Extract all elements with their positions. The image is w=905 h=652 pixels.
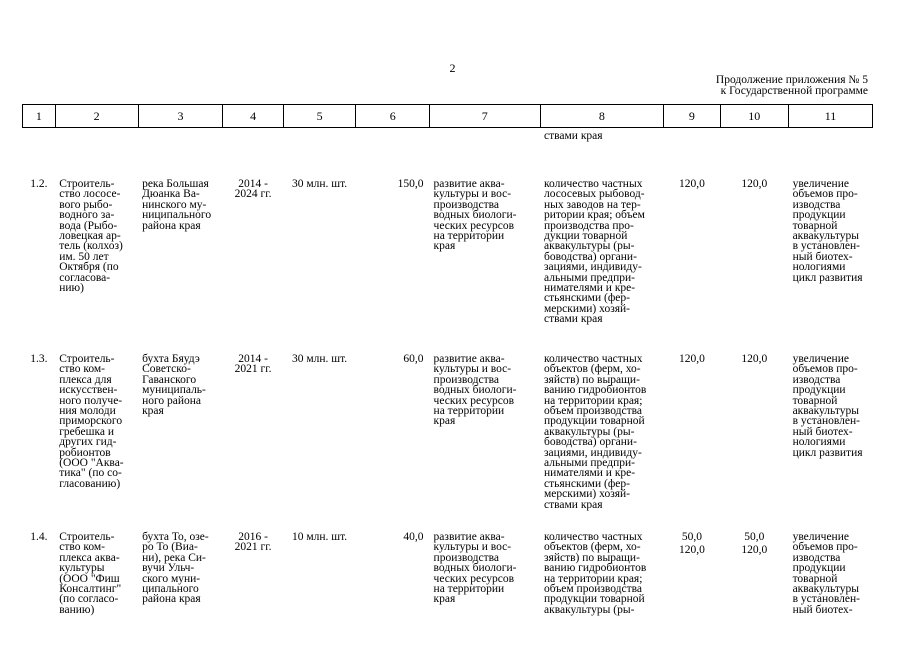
value-col9-line: 50,0: [681, 531, 702, 543]
goal-line: края: [433, 240, 456, 253]
indicator-line: нимателями и кре-: [544, 467, 636, 480]
continuation-note: [716, 75, 868, 97]
indicator-line: объектов (ферм, хо-: [544, 541, 641, 554]
indicator-line: на территории края;: [544, 394, 643, 407]
capacity: 10 млн. шт.: [292, 531, 348, 543]
expected-result-line: увеличение: [792, 353, 849, 365]
expected-result-line: ный биотех-: [792, 603, 853, 616]
event-name-cell: [55, 179, 138, 354]
expected-result-line: товарной: [792, 394, 838, 407]
expected-result-line: изводства: [792, 373, 841, 386]
expected-result-line: нологиями: [792, 261, 846, 274]
expected-result-cell: [789, 532, 873, 652]
event-name-line: (ООО "Фиш: [59, 572, 120, 585]
location-line: Гаванского: [142, 373, 197, 386]
event-name-line: им. 50 лет: [59, 250, 109, 263]
period-cell: [223, 354, 283, 532]
event-name-line: Строитель-: [59, 353, 115, 365]
goal-line: водных биологи-: [433, 384, 517, 397]
goal-line: ческих ресурсов: [433, 394, 515, 407]
indicator-line: ных заводов на тер-: [544, 198, 641, 211]
event-name-line: гребешка и: [59, 425, 114, 438]
indicator-line: мерскими) хозяй-: [544, 302, 631, 315]
cost-cell: [356, 179, 430, 354]
cost: 40,0: [403, 531, 424, 543]
row-number-cell: [23, 532, 56, 652]
period-line: 2021 гг.: [234, 541, 272, 554]
indicator-line: альными предпри-: [544, 457, 635, 470]
goal-cell: [430, 532, 540, 652]
event-name-line: плекса для: [59, 373, 112, 386]
expected-result-line: продукции: [792, 384, 846, 397]
indicator-line: объектов (ферм, хо-: [544, 363, 641, 376]
indicator-line: аквакультуры (ры-: [544, 240, 635, 253]
cost-cell: [356, 354, 430, 532]
column-number: 2: [55, 105, 138, 128]
expected-result-line: увеличение: [792, 531, 849, 543]
location-line: вучи Ульч-: [142, 562, 195, 575]
event-name-line: робионтов: [59, 446, 111, 459]
column-number: 7: [430, 105, 540, 128]
indicator-line: боводства) органи-: [544, 436, 637, 449]
expected-result-line: ный биотех-: [792, 425, 853, 438]
column-number: 4: [223, 105, 283, 128]
expected-result-line: цикл развития: [792, 446, 863, 459]
expected-result-line: изводства: [792, 198, 841, 211]
location-line: нинского му-: [142, 198, 207, 211]
location-line: ни), река Си-: [142, 551, 206, 564]
location-line: река Большая: [142, 178, 209, 190]
event-name-line: ство ком-: [59, 363, 105, 376]
value-col9-cell: [664, 354, 720, 532]
column-number: 10: [720, 105, 789, 128]
expected-result-line: продукции: [792, 562, 846, 575]
event-name-line: (по согласо-: [59, 593, 119, 606]
event-name-line: ство лососе-: [59, 188, 121, 201]
expected-result-line: объемов про-: [792, 188, 858, 201]
continued-text: ствами края: [544, 130, 603, 142]
indicator-line: зяйств) по выращи-: [544, 551, 640, 564]
goal-line: развитие аква-: [433, 178, 505, 190]
location-line: бухта Бяудэ: [142, 353, 200, 365]
indicator-line: зяйств) по выращи-: [544, 373, 640, 386]
row-number-cell: [23, 354, 56, 532]
goal-line: ческих ресурсов: [433, 219, 515, 232]
expected-result-line: увеличение: [792, 178, 849, 190]
value-col10-line: 50,0: [744, 531, 765, 543]
indicator-line: лососевых рыбовод-: [544, 188, 645, 201]
goal-line: производства: [433, 551, 500, 564]
event-name-line: согласова-: [59, 271, 111, 284]
table-row: [23, 354, 873, 532]
event-name-line: ного получе-: [59, 394, 123, 407]
period-line: 2014 -: [238, 353, 268, 365]
location-cell: [138, 532, 223, 652]
goal-line: на территории: [433, 405, 505, 418]
location-cell: [138, 179, 223, 354]
event-name-line: ния молоди: [59, 405, 116, 418]
table-row: [23, 532, 873, 652]
expected-result-line: изводства: [792, 551, 841, 564]
location-line: бухта То, озе-: [142, 531, 209, 543]
event-name-line: ство ком-: [59, 541, 105, 554]
expected-result-line: нологиями: [792, 436, 846, 449]
period-line: 2021 гг.: [234, 363, 272, 376]
indicator-cell: [540, 532, 664, 652]
period-cell: [223, 532, 283, 652]
indicator-line: продукции товарной: [544, 593, 645, 606]
capacity-cell: [283, 179, 356, 354]
expected-result-line: ный биотех-: [792, 250, 853, 263]
row-number-cell: [23, 179, 56, 354]
location-line: ципального: [142, 583, 199, 596]
expected-result-line: аквакультуры: [792, 230, 859, 243]
goal-line: края: [433, 593, 456, 606]
value-col10-cell: [720, 354, 789, 532]
indicator-line: ствами края: [544, 498, 603, 511]
indicator-line: дукции товарной: [544, 230, 628, 243]
event-name-line: Октября (по: [59, 261, 119, 274]
event-name-line: нию): [59, 282, 84, 295]
event-name-line: Строитель-: [59, 531, 115, 543]
event-name-cell: [55, 354, 138, 532]
goal-line: края: [433, 415, 456, 428]
event-name-line: ванию): [59, 603, 95, 616]
cost: 150,0: [397, 178, 424, 190]
indicator-line: на территории края;: [544, 572, 643, 585]
goal-line: водных биологи-: [433, 209, 517, 222]
indicator-line: зациями, индивиду-: [544, 261, 642, 274]
location-line: муниципаль-: [142, 384, 206, 397]
location-line: Дюанка Ва-: [142, 188, 200, 201]
event-name-line: (ООО "Аква-: [59, 457, 124, 470]
column-number: 1: [23, 105, 56, 128]
program-table: [22, 104, 873, 652]
value-col9-line: 120,0: [678, 178, 705, 190]
column-number: 3: [138, 105, 223, 128]
location-cell: [138, 354, 223, 532]
cost: 60,0: [403, 353, 424, 365]
indicator-line: ритории края; объем: [544, 209, 645, 222]
value-col9-line: 120,0: [678, 544, 705, 557]
event-name-cell: [55, 532, 138, 652]
location-line: ро То (Виа-: [142, 541, 198, 554]
value-col10-line: 120,0: [741, 178, 768, 190]
expected-result-cell: [789, 179, 873, 354]
column-number: 6: [356, 105, 430, 128]
column-number: 8: [540, 105, 664, 128]
expected-result-cell: [789, 354, 873, 532]
expected-result-line: товарной: [792, 572, 838, 585]
indicator-line: количество частных: [544, 178, 643, 190]
period-line: 2014 -: [238, 178, 268, 190]
indicator-line: ванию гидробионтов: [544, 384, 647, 397]
capacity: 30 млн. шт.: [292, 353, 348, 365]
indicator-cell: [540, 354, 664, 532]
indicator-line: количество частных: [544, 531, 643, 543]
expected-result-line: продукции: [792, 209, 846, 222]
goal-line: на территории: [433, 230, 505, 243]
expected-result-line: цикл развития: [792, 271, 863, 284]
event-name-line: Консалтинг": [59, 583, 122, 596]
goal-cell: [430, 354, 540, 532]
event-name-line: вого рыбо-: [59, 198, 113, 211]
indicator-line: объем производства: [544, 405, 643, 418]
goal-line: культуры и вос-: [433, 363, 512, 376]
row-number: 1.4.: [30, 531, 48, 543]
continuation-line: к Государственной программе: [720, 85, 868, 97]
location-line: района края: [142, 219, 201, 232]
indicator-line: нимателями и кре-: [544, 282, 636, 295]
expected-result-line: в установлен-: [792, 593, 861, 606]
indicator-line: боводства) органи-: [544, 250, 637, 263]
event-name-line: искусствен-: [59, 384, 118, 397]
expected-result-line: объемов про-: [792, 541, 858, 554]
column-number: 5: [283, 105, 356, 128]
value-col10-cell: [720, 532, 789, 652]
expected-result-line: в установлен-: [792, 415, 861, 428]
goal-cell: [430, 179, 540, 354]
value-col10-cell: [720, 179, 789, 354]
indicator-line: ванию гидробионтов: [544, 562, 647, 575]
event-name-line: вода (Рыбо-: [59, 219, 118, 232]
expected-result-line: аквакультуры: [792, 405, 859, 418]
location-line: края: [142, 405, 164, 418]
row-number: 1.3.: [30, 353, 48, 365]
location-line: Советско-: [142, 363, 191, 376]
indicator-line: альными предпри-: [544, 271, 635, 284]
cost-cell: [356, 532, 430, 652]
value-col9-line: 120,0: [678, 353, 705, 365]
indicator-cell: [540, 179, 664, 354]
indicator-line: производства про-: [544, 219, 634, 232]
capacity-cell: [283, 354, 356, 532]
continued-text-row: [23, 128, 873, 180]
goal-line: развитие аква-: [433, 353, 505, 365]
goal-line: культуры и вос-: [433, 541, 512, 554]
expected-result-line: аквакультуры: [792, 583, 859, 596]
indicator-line: ствами края: [544, 313, 603, 326]
indicator-line: мерскими) хозяй-: [544, 488, 631, 501]
value-col9-cell: [664, 179, 720, 354]
column-number-row: [23, 105, 873, 128]
indicator-line: аквакультуры (ры-: [544, 425, 635, 438]
location-line: ниципального: [142, 209, 212, 222]
period-line: 2016 -: [238, 531, 268, 543]
goal-line: производства: [433, 373, 500, 386]
capacity-cell: [283, 532, 356, 652]
value-col9-cell: [664, 532, 720, 652]
location-line: ного района: [142, 394, 202, 407]
event-name-line: плекса аква-: [59, 551, 120, 564]
event-name-line: Строитель-: [59, 178, 115, 190]
location-line: ского муни-: [142, 572, 201, 585]
event-name-line: приморского: [59, 415, 123, 428]
column-number: 9: [664, 105, 720, 128]
event-name-line: культуры: [59, 562, 105, 575]
indicator-line: аквакультуры (ры-: [544, 603, 635, 616]
expected-result-line: товарной: [792, 219, 838, 232]
goal-line: культуры и вос-: [433, 188, 512, 201]
page-number: 2: [449, 61, 456, 75]
value-col10-line: 120,0: [741, 353, 768, 365]
goal-line: производства: [433, 198, 500, 211]
row-number: 1.2.: [30, 178, 48, 190]
event-name-line: ловецкая ар-: [59, 230, 121, 243]
continuation-line: Продолжение приложения № 5: [715, 74, 868, 86]
event-name-line: тель (колхоз): [59, 240, 123, 253]
capacity: 30 млн. шт.: [292, 178, 348, 190]
goal-line: водных биологи-: [433, 562, 517, 575]
event-name-line: водного за-: [59, 209, 115, 222]
table-row: [23, 179, 873, 354]
location-line: района края: [142, 593, 201, 606]
indicator-line: зациями, индивиду-: [544, 446, 642, 459]
goal-line: ческих ресурсов: [433, 572, 515, 585]
indicator-line: стьянскими (фер-: [544, 292, 630, 305]
event-name-line: других гид-: [59, 436, 117, 449]
event-name-line: гласованию): [59, 477, 121, 490]
expected-result-line: в установлен-: [792, 240, 861, 253]
indicator-line: стьянскими (фер-: [544, 477, 630, 490]
event-name-line: тика" (по со-: [59, 467, 122, 480]
indicator-line: количество частных: [544, 353, 643, 365]
period-cell: [223, 179, 283, 354]
indicator-line: продукции товарной: [544, 415, 645, 428]
expected-result-line: объемов про-: [792, 363, 858, 376]
indicator-line: объем производства: [544, 583, 643, 596]
goal-line: на территории: [433, 583, 505, 596]
period-line: 2024 гг.: [234, 188, 272, 201]
column-number: 11: [789, 105, 873, 128]
value-col10-line: 120,0: [741, 544, 768, 557]
goal-line: развитие аква-: [433, 531, 505, 543]
